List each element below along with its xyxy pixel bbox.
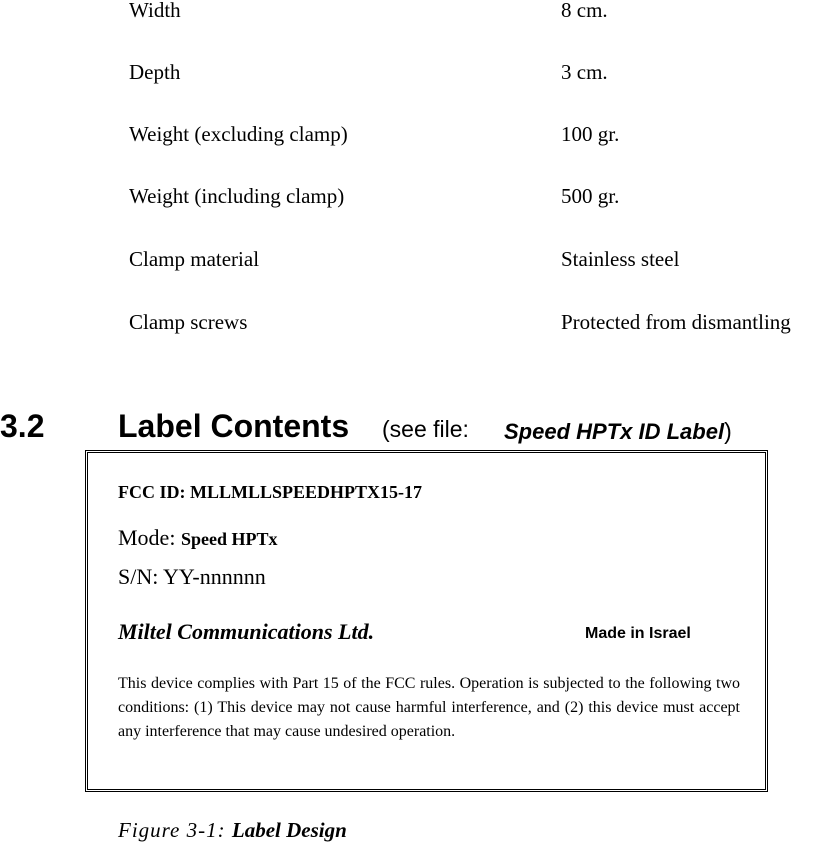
figure-caption <box>118 820 347 841</box>
spec-label: Weight (excluding clamp) <box>129 122 348 146</box>
section-file-name: Speed HPTx ID Label <box>504 419 725 444</box>
spec-value: 500 gr. <box>561 184 620 208</box>
spec-value: 3 cm. <box>561 60 608 84</box>
spec-label: Width <box>129 0 181 22</box>
section-file-reference <box>504 420 732 443</box>
spec-row-width <box>0 0 833 30</box>
spec-row-clamp-screws <box>0 312 833 342</box>
origin-text: Made in Israel <box>585 625 691 642</box>
section-heading <box>0 410 833 450</box>
spec-label: Clamp screws <box>129 310 248 334</box>
spec-value: 8 cm. <box>561 0 608 22</box>
spec-row-weight-including-clamp <box>0 186 833 216</box>
section-number: 3.2 <box>0 408 45 444</box>
section-note-prefix: (see file: <box>382 416 469 442</box>
spec-value: 100 gr. <box>561 122 620 146</box>
compliance-statement: This device complies with Part 15 of the FCC rules. Operation is subjected to the following two conditions: (1) This device may not cause harmful interference, and (2) this device must accept any interference that may cause undesired operation. <box>118 675 740 740</box>
section-note <box>382 418 469 441</box>
mode-value: Speed HPTx <box>180 529 278 549</box>
company-name: Miltel Communications Ltd. <box>118 619 375 644</box>
serial-number: S/N: YY-nnnnnn <box>118 564 266 589</box>
label-box <box>85 450 768 792</box>
spec-label: Clamp material <box>129 247 260 271</box>
section-note-suffix: ) <box>724 418 732 444</box>
spec-label: Weight (including clamp) <box>129 184 345 208</box>
spec-label: Depth <box>129 60 181 84</box>
spec-row-clamp-material <box>0 249 833 279</box>
fcc-id: FCC ID: MLLMLLSPEEDHPTX15-17 <box>118 482 423 502</box>
spec-value: Stainless steel <box>561 247 680 271</box>
spec-row-depth <box>0 62 833 92</box>
spec-row-weight-excluding-clamp <box>0 124 833 154</box>
spec-value: Protected from dismantling <box>561 310 791 334</box>
figure-prefix: Figure 3-1: <box>118 818 232 842</box>
figure-title: Label Design <box>231 818 347 842</box>
mode-prefix: Mode: <box>118 525 181 550</box>
mode-line <box>118 527 277 549</box>
section-title: Label Contents <box>118 408 350 444</box>
